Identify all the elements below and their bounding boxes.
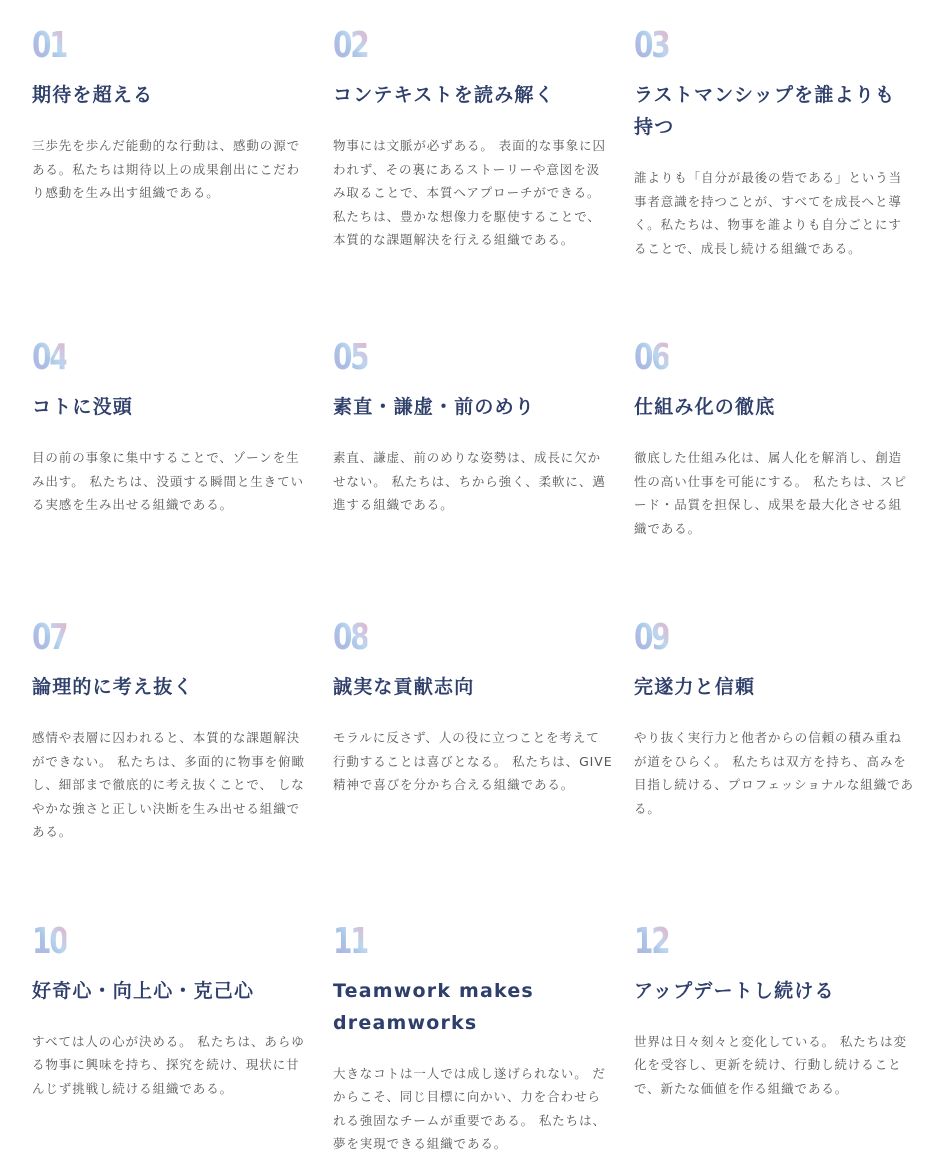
value-number: 02 xyxy=(333,25,368,66)
value-card-02 xyxy=(333,25,613,260)
value-number: 06 xyxy=(634,337,669,378)
value-title: 仕組み化の徹底 xyxy=(634,396,776,418)
value-card-10 xyxy=(32,920,312,1156)
value-title: コンテキストを読み解く xyxy=(333,84,555,106)
value-title: アップデートし続ける xyxy=(634,979,835,1002)
value-description: 徹底した仕組み化は、属人化を解消し、創造性の高い仕事を可能にする。 私たちは、スピード・品質を担保し、成果を最大化させる組織である。 xyxy=(634,450,907,536)
value-description: モラルに反さず、人の役に立つことを考えて行動することは喜びとなる。 私たちは、GIVE精神で喜びを分かち合える組織である。 xyxy=(333,730,613,792)
value-number: 01 xyxy=(32,25,67,66)
value-description: 感情や表層に囚われると、本質的な課題解決ができない。 私たちは、多面的に物事を俯瞰し、細部まで徹底的に考え抜くことで、 しなやかな強さと正しい決断を生み出せる組織である。 xyxy=(32,730,305,839)
value-title: ラストマンシップを誰よりも持つ xyxy=(634,84,896,138)
value-card-05 xyxy=(333,337,613,540)
value-number: 09 xyxy=(634,617,669,658)
value-card-07 xyxy=(32,617,312,844)
value-card-01 xyxy=(32,25,312,260)
value-title: 論理的に考え抜く xyxy=(32,676,194,698)
value-title: 素直・謙虚・前のめり xyxy=(333,396,536,418)
value-description: 世界は日々刻々と変化している。 私たちは変化を受容し、更新を続け、行動し続けることで、新たな価値を作る組織である。 xyxy=(634,1033,907,1096)
value-title: 誠実な貢献志向 xyxy=(333,676,475,698)
value-card-08 xyxy=(333,617,613,844)
value-number: 07 xyxy=(32,617,67,658)
value-title: 好奇心・向上心・克己心 xyxy=(32,979,255,1002)
value-description: やり抜く実行力と他者からの信頼の積み重ねが道をひらく。 私たちは双方を持ち、高みを目指し続ける、プロフェッショナルな組織である。 xyxy=(634,730,914,816)
value-card-03 xyxy=(634,25,914,260)
value-number: 12 xyxy=(634,920,669,962)
value-description: すべては人の心が決める。 私たちは、あらゆる物事に興味を持ち、探究を続け、現状に甘んじず挑戦し続ける組織である。 xyxy=(32,1033,305,1096)
value-title: Teamwork makes dreamworks xyxy=(333,979,534,1034)
value-card-09 xyxy=(634,617,914,844)
value-card-12 xyxy=(634,920,914,1156)
value-title: 完遂力と信頼 xyxy=(634,676,756,698)
value-card-11 xyxy=(333,920,613,1156)
value-title: コトに没頭 xyxy=(32,396,134,418)
value-number: 05 xyxy=(333,337,368,378)
value-title: 期待を超える xyxy=(32,84,154,106)
value-card-04 xyxy=(32,337,312,540)
value-number: 08 xyxy=(333,617,368,658)
value-description: 素直、謙虚、前のめりな姿勢は、成長に欠かせない。 私たちは、ちから強く、柔軟に、邁進する組織である。 xyxy=(333,450,606,512)
value-number: 03 xyxy=(634,25,669,66)
value-description: 目の前の事象に集中することで、ゾーンを生み出す。 私たちは、没頭する瞬間と生きている実感を生み出せる組織である。 xyxy=(32,450,304,512)
value-description: 大きなコトは一人では成し遂げられない。 だからこそ、同じ目標に向かい、力を合わせられる強固なチームが重要である。 私たちは、夢を実現できる組織である。 xyxy=(333,1065,606,1151)
values-grid xyxy=(32,25,914,1156)
value-description: 三歩先を歩んだ能動的な行動は、感動の源である。私たちは期待以上の成果創出にこだわり感動を生み出す組織である。 xyxy=(32,138,301,200)
value-description: 誰よりも「自分が最後の砦である」という当事者意識を持つことが、すべてを成長へと導く。私たちは、物事を誰よりも自分ごとにすることで、成長し続ける組織である。 xyxy=(634,170,903,256)
value-number: 11 xyxy=(333,920,368,962)
value-number: 10 xyxy=(32,920,67,962)
value-card-06 xyxy=(634,337,914,540)
value-description: 物事には文脈が必ずある。 表面的な事象に囚われず、その裏にあるストーリーや意図を汲み取ることで、本質へアプローチができる。 私たちは、豊かな想像力を駆使することで、本質的な課題解決を行える組織である。 xyxy=(333,138,606,247)
value-number: 04 xyxy=(32,337,67,378)
